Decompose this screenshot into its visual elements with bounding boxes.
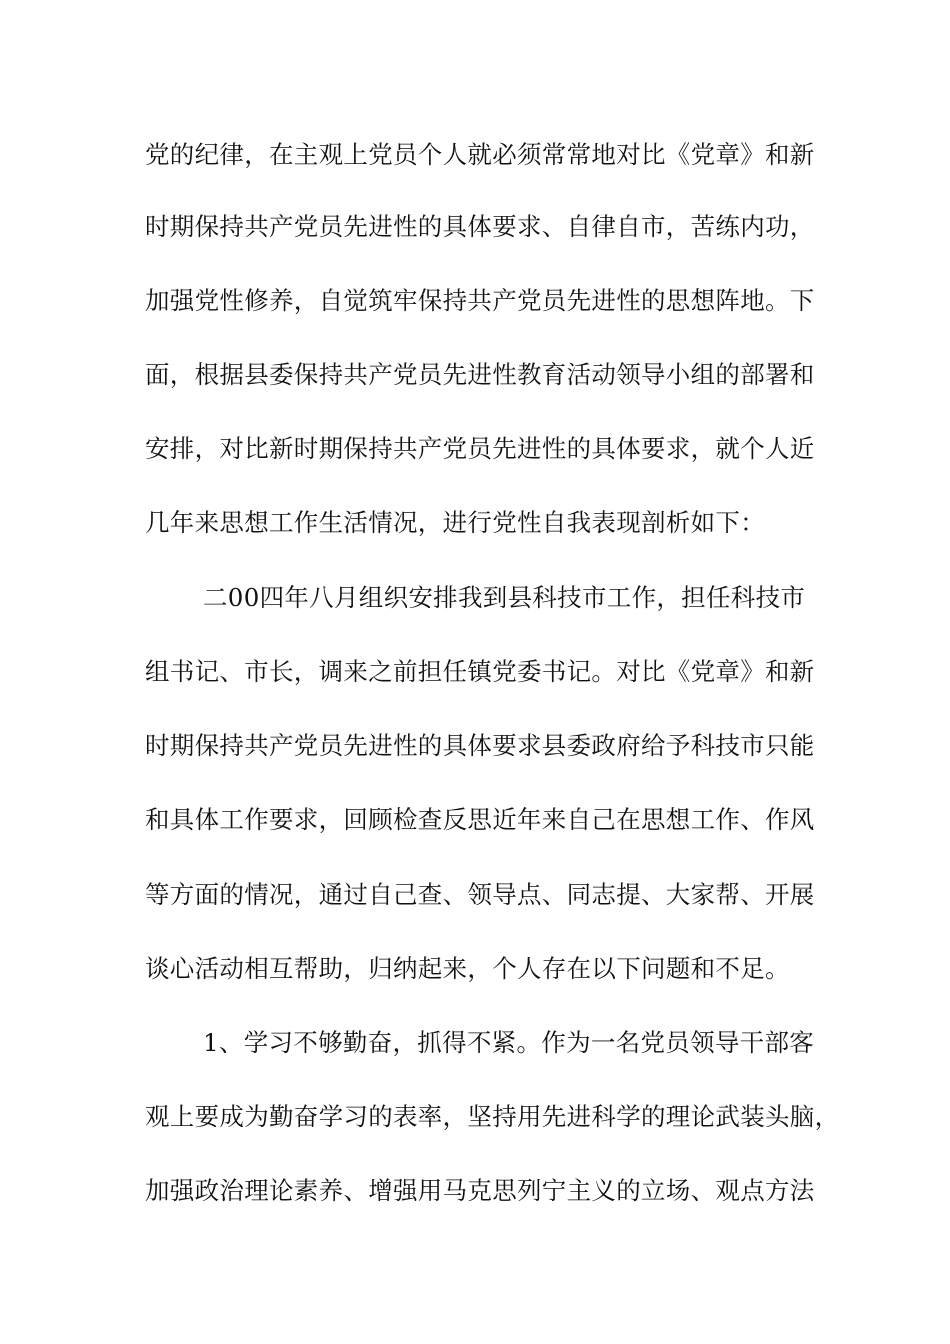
text-line: 党的纪律，在主观上党员个人就必须常常地对比《党章》和新	[145, 140, 815, 169]
text-line: 面，根据县委保持共产党员先进性教育活动领导小组的部署和	[145, 360, 815, 389]
text-line: 安排，对比新时期保持共产党员先进性的具体要求，就个人近	[145, 434, 815, 463]
text-line: 时期保持共产党员先进性的具体要求、自律自市，苦练内功，	[145, 212, 815, 241]
text-line: 等方面的情况，通过自己查、领导点、同志提、大家帮、开展	[145, 880, 815, 909]
paragraph-start-line: 二00四年八月组织安排我到县科技市工作，担任科技市	[203, 583, 806, 612]
text-line: 观上要成为勤奋学习的表率，坚持用先进科学的理论武装头脑，	[145, 1102, 840, 1131]
text-line: 谈心活动相互帮助，归纳起来，个人存在以下问题和不足。	[145, 954, 790, 983]
text-line: 和具体工作要求，回顾检查反思近年来自己在思想工作、作风	[145, 805, 815, 834]
text-line: 时期保持共产党员先进性的具体要求县委政府给予科技市只能	[145, 731, 815, 760]
paragraph-start-line: 1、学习不够勤奋，抓得不紧。作为一名党员领导干部客	[203, 1028, 815, 1057]
text-line: 加强党性修养，自觉筑牢保持共产党员先进性的思想阵地。下	[145, 286, 815, 315]
text-line: 几年来思想工作生活情况，进行党性自我表现剖析如下：	[145, 508, 765, 537]
text-line: 加强政治理论素养、增强用马克思列宁主义的立场、观点方法	[145, 1176, 815, 1205]
text-line: 组书记、市长，调来之前担任镇党委书记。对比《党章》和新	[145, 657, 815, 686]
